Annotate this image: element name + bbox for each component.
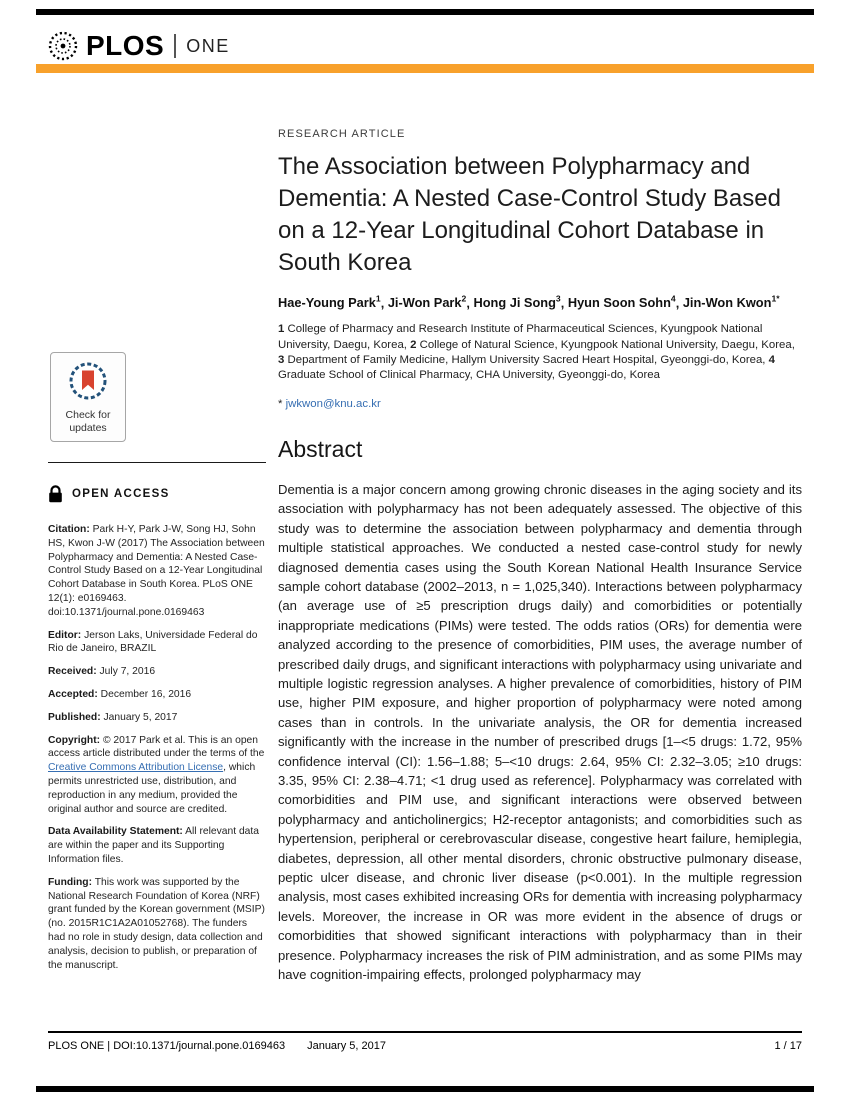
crossmark-check-updates-badge[interactable]: [50, 352, 126, 442]
logo-divider: [174, 34, 176, 58]
abstract-text: Dementia is a major concern among growing chronic diseases in the aging society and its association with polypharmacy has not been adequately assessed. The objective of this study was to determine the association between polypharmacy and dementia through multiple statistical approaches. We conducted a nested case-control study for newly diagnosed dementia cases using the South Korean National Health Insurance Service sample cohort database (2002–2013, n = 1,025,340). Interactions between polypharmacy (an average use of ≥5 prescription drugs daily) and comorbidities or potentially inappropriate medications (PIMs) were tested. The odds ratios (ORs) for dementia were analyzed according to the presence of comorbidities, PIM uses, the average number of prescribed daily drugs, and significant interactions with polypharmacy using univariate and multiple logistic regression analyses. A higher prevalence of comorbidities, history of PIM use, higher PIM exposure, and higher proportion of polypharmacy were noted among cases than in controls. In the univariate analysis, the OR for dementia increased significantly with the increase in the number of prescribed drugs [1–<5 drugs: 1.72, 95% confidence interval (CI): 1.56–1.88; 5–<10 drugs: 2.64, 95% CI: 2.32–3.05; ≥10 drugs: 3.35, 95% CI: 2.38–4.71; <1 drug used as reference]. Polypharmacy was correlated with comorbidities and PIM use, and significant interactions were observed between polypharmacy and anticholinergics; H2-receptor antagonists; and comorbidities such as hypertension, peripheral or cerebrovascular disease, congestive heart failure, hemiplegia, diabetes, depression, all other mental disorders, chronic obstructive pulmonary disease, peptic ulcer disease, and chronic liver disease (p<0.001). In the multiple regression analysis, most cases exhibited increasing ORs for dementia with increasing polypharmacy levels. Moreover, the increase in OR was more evident in the absence of drugs or comorbidities that showed significant interactions with polypharmacy than in their presence. Polypharmacy increases the risk of PIM administration, and as some PIMs may have cognition-impairing effects, prolonged polypharmacy may: [278, 481, 802, 983]
footer-page-number: 1 / 17: [774, 1040, 802, 1052]
author-name: Ji-Won Park$^2$: [387, 294, 467, 311]
page-footer: [48, 1040, 802, 1052]
published-block: [48, 711, 266, 725]
plos-logo: [48, 30, 230, 62]
corresponding-email-link[interactable]: jwkwon@knu.ac.kr: [285, 397, 381, 410]
corresponding-author-star: *: [278, 397, 283, 410]
article-type-label: RESEARCH ARTICLE: [278, 128, 406, 140]
citation-block: [48, 523, 266, 620]
open-access-row: [48, 485, 266, 503]
published-date: January 5, 2017: [103, 711, 178, 723]
funding-text: This work was supported by the National Research Foundation of Korea (NRF) grant funded by the Korean government (MSIP) (no. 2015R1C1A2A01052768). The funders had no role in study design, data collection and analysis, decision to publish, or preparation of the manuscript.: [48, 876, 265, 971]
published-label: Published:: [48, 711, 101, 723]
accepted-block: [48, 688, 266, 702]
received-date: July 7, 2016: [99, 666, 156, 678]
plos-logo-text: PLOS: [86, 30, 165, 61]
copyright-block: [48, 734, 266, 817]
citation-label: Citation:: [48, 524, 90, 535]
top-black-rule: [36, 9, 814, 15]
funding-block: [48, 876, 266, 973]
received-block: [48, 665, 266, 679]
accepted-label: Accepted:: [48, 688, 98, 700]
one-logo-text: ONE: [186, 35, 230, 56]
author-name: Hong Ji Song$^3$: [473, 294, 561, 311]
data-availability-block: [48, 825, 266, 866]
accepted-date: December 16, 2016: [100, 688, 192, 700]
abstract-heading: Abstract: [278, 435, 363, 462]
footer-rule: [48, 1031, 802, 1033]
bottom-black-rule: [36, 1086, 814, 1092]
received-label: Received:: [48, 666, 97, 678]
citation-text: Park H-Y, Park J-W, Song HJ, Sohn HS, Kwon J-W (2017) The Association between Polypharmacy and Dementia: A Nested Case-Control Study Based on a 12-Year Longitudinal Cohort Database in South Korea. PLoS ONE 12(1): e0169463. doi:10.1371/journal.pone.0169463: [48, 524, 265, 618]
page-title: The Association between Polypharmacy and Dementia: A Nested Case-Control Study Based on a 12-Year Longitudinal Cohort Database in South Korea: [278, 153, 781, 276]
funding-label: Funding:: [48, 876, 93, 888]
check-for-updates-label: Check for updates: [65, 409, 111, 434]
open-access-label: OPEN ACCESS: [72, 488, 170, 500]
crossmark-bookmark-icon: [68, 361, 108, 401]
article-main-column: [278, 128, 802, 984]
data-availability-text: All relevant data are within the paper and its Supporting Information files.: [48, 826, 259, 865]
editor-block: [48, 629, 266, 657]
article-metadata-sidebar: [48, 462, 266, 981]
copyright-text-post: , which permits unrestricted use, distribution, and reproduction in any medium, provided the original author and source are credited.: [48, 762, 256, 815]
orange-accent-rule: [36, 64, 814, 73]
author-name: Hae-Young Park$^1$: [278, 294, 381, 311]
editor-text: Jerson Laks, Universidade Federal do Rio de Janeiro, BRAZIL: [48, 629, 258, 655]
author-name: Jin-Won Kwon$^{1*}$: [682, 294, 780, 311]
editor-label: Editor:: [48, 629, 82, 641]
copyright-label: Copyright:: [48, 734, 101, 746]
copyright-text-pre: © 2017 Park et al. This is an open access article distributed under the terms of the: [48, 734, 265, 760]
footer-journal-doi: PLOS ONE | DOI:10.1371/journal.pone.0169463: [48, 1040, 286, 1052]
corresponding-author-line: [278, 398, 802, 410]
footer-date: January 5, 2017: [307, 1040, 386, 1052]
plos-logo-icon: [48, 31, 78, 61]
creative-commons-license-link[interactable]: Creative Commons Attribution License: [48, 762, 224, 774]
open-access-lock-icon: [48, 485, 63, 503]
author-name: Hyun Soon Sohn$^4$: [567, 294, 676, 311]
affiliation-list: 1 College of Pharmacy and Research Institute of Pharmaceutical Sciences, Kyungpook National University, Daegu, Korea, 2 College of Natural Science, Kyungpook National University, Daegu, Korea, 3 Department of Family Medicine, Hallym University Sacred Heart Hospital, Gyeonggi-do, Korea, 4 Graduate School of Clinical Pharmacy, CHA University, Gyeonggi-do, Korea: [278, 323, 795, 382]
data-availability-label: Data Availability Statement:: [48, 826, 183, 838]
author-list: Hae-Young Park$^1$, Ji-Won Park$^2$, Hong Ji Song$^3$, Hyun Soon Sohn$^4$, Jin-Won Kwon$^{1*}$: [278, 294, 780, 311]
